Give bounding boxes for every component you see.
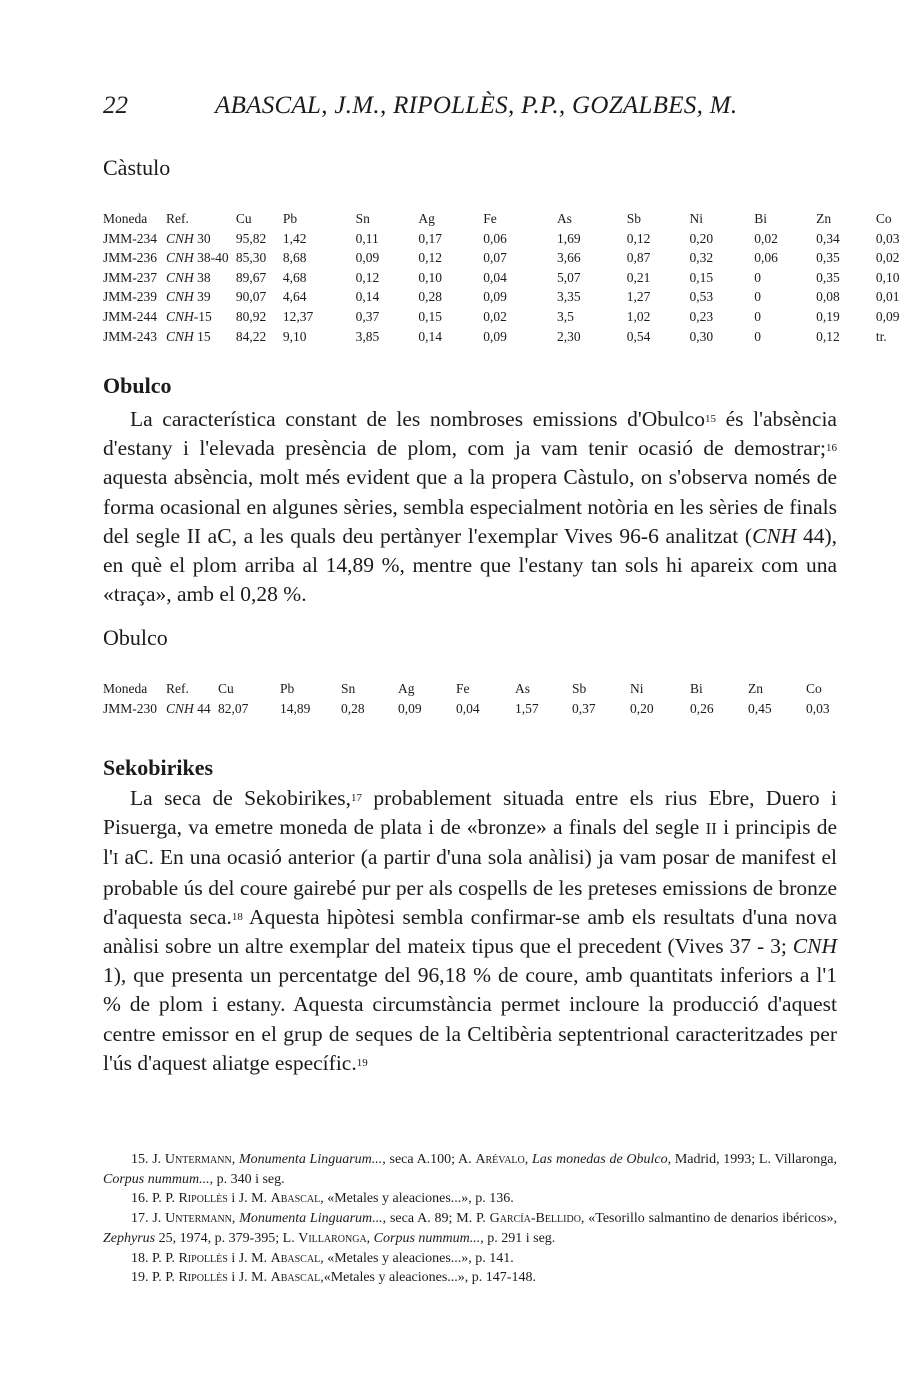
value-cell: 1,27 bbox=[626, 289, 651, 305]
value-cell: 0,45 bbox=[748, 700, 772, 716]
column-header: Cu bbox=[218, 681, 234, 696]
column-header: As bbox=[515, 681, 531, 696]
value-cell: 0,37 bbox=[355, 308, 380, 324]
value-cell: 5,07 bbox=[556, 269, 581, 285]
paragraph-text: aquesta absència, molt més evident que a la propera Càstulo, on s'observa només de forma ocasional en algunes sèries, sembla especialment notòria en les sèries de finals del segle II aC, a les quals deu pertànyer l'exemplar Vives 96-6 analitzat ( bbox=[103, 465, 837, 548]
value-cell: 0 bbox=[754, 269, 762, 285]
value-cell: 0 bbox=[754, 328, 762, 344]
castulo-table bbox=[103, 211, 906, 348]
paragraph-text: La característica constant de les nombroses emissions d'Obulco bbox=[130, 407, 705, 431]
value-cell: 14,89 bbox=[280, 700, 311, 716]
value-cell: tr. bbox=[875, 328, 887, 344]
column-header: Bi bbox=[754, 211, 768, 226]
footnote-number: 15. bbox=[131, 1152, 149, 1167]
value-cell: 0,09 bbox=[355, 250, 380, 266]
column-header: Moneda bbox=[103, 211, 148, 226]
footnote-title: Corpus nummum... bbox=[373, 1230, 481, 1246]
column-header: Sb bbox=[572, 681, 587, 696]
value-cell: 0,14 bbox=[355, 289, 380, 305]
page-number: 22 bbox=[103, 92, 128, 119]
value-cell: 84,22 bbox=[235, 328, 267, 344]
value-cell: 0,28 bbox=[341, 700, 365, 716]
table-header-row bbox=[103, 211, 906, 231]
value-cell: 1,42 bbox=[282, 230, 307, 246]
footnote-text: P. P. bbox=[152, 1191, 179, 1207]
column-header: Pb bbox=[282, 211, 298, 226]
footnote-16 bbox=[103, 1189, 837, 1209]
footnote-title: Corpus nummum... bbox=[103, 1171, 210, 1187]
obulco-table bbox=[103, 681, 836, 720]
value-cell: 90,07 bbox=[235, 289, 267, 305]
value-cell: 0,07 bbox=[483, 250, 507, 266]
value-cell: 0,06 bbox=[483, 230, 507, 246]
value-cell: 4,64 bbox=[282, 289, 307, 305]
footnote-author: Ripollès bbox=[178, 1270, 228, 1286]
column-header: Co bbox=[875, 211, 892, 226]
footnote-author: Villaronga bbox=[298, 1230, 367, 1246]
footnote-ref: 18 bbox=[231, 910, 243, 923]
column-header: Cu bbox=[235, 211, 252, 226]
footnote-text: , «Metales y aleaciones...», p. 141. bbox=[320, 1250, 514, 1266]
footnote-text: , bbox=[231, 1211, 240, 1227]
value-cell: 80,92 bbox=[235, 308, 267, 324]
footnote-19 bbox=[103, 1268, 837, 1288]
value-cell: 0,04 bbox=[456, 700, 480, 716]
value-cell: 0,37 bbox=[572, 700, 596, 716]
footnote-15 bbox=[103, 1150, 837, 1189]
footnote-author: Untermann bbox=[164, 1152, 232, 1167]
footnote-text: , «Tesorillo salmantino de denarios ibéricos», bbox=[580, 1211, 837, 1227]
value-cell: 0,30 bbox=[689, 328, 714, 344]
footnote-author: Ripollès bbox=[178, 1250, 228, 1266]
value-cell: 0,10 bbox=[875, 269, 900, 285]
column-header: Ni bbox=[630, 681, 644, 696]
table-row bbox=[103, 289, 906, 309]
value-cell: 0,02 bbox=[754, 230, 778, 246]
sekobirikes-paragraph bbox=[103, 784, 837, 1078]
paragraph-italic: CNH bbox=[792, 934, 837, 959]
column-header: Zn bbox=[816, 211, 832, 226]
value-cell: 3,35 bbox=[556, 289, 581, 305]
value-cell: 0,03 bbox=[875, 230, 900, 246]
ref-cell: CNH 15 bbox=[165, 328, 211, 344]
value-cell: 0,11 bbox=[355, 230, 379, 246]
coin-id-cell: JMM-237 bbox=[103, 269, 158, 285]
value-cell: 0,03 bbox=[806, 700, 830, 716]
footnote-title: Monumenta Linguarum... bbox=[238, 1152, 383, 1167]
value-cell: 3,85 bbox=[355, 328, 380, 344]
footnote-number: 19. bbox=[131, 1270, 149, 1286]
footnote-text: i J. M. bbox=[227, 1270, 271, 1286]
footnote-author: Abascal bbox=[270, 1270, 321, 1286]
paragraph-italic: CNH bbox=[752, 523, 797, 548]
footnote-text: P. P. bbox=[152, 1270, 179, 1286]
column-header: Ref. bbox=[166, 681, 189, 696]
footnote-number: 17. bbox=[131, 1211, 149, 1227]
column-header: Co bbox=[806, 681, 822, 696]
paragraph-text: és l'absència d'estany i l'elevada presència de plom, com ja vam tenir ocasió de demostrar; bbox=[103, 407, 837, 461]
table-row bbox=[103, 329, 906, 349]
value-cell: 0,12 bbox=[626, 230, 651, 246]
ref-cell: CNH 38-40 bbox=[165, 250, 229, 266]
value-cell: 0,23 bbox=[689, 308, 714, 324]
table-row bbox=[103, 701, 836, 721]
footnote-text: , Madrid, 1993; L. Villaronga, bbox=[667, 1152, 837, 1167]
value-cell: 0,35 bbox=[816, 250, 840, 266]
footnote-ref: 17 bbox=[351, 792, 363, 804]
paragraph-text: aC. En una ocasió anterior (a partir d'una sola anàlisi) ja vam posar de manifest el probable ús del coure gairebé pur per als cospells de les preteses emissions de bronze d'aquesta seca. bbox=[103, 845, 837, 929]
value-cell: 0,87 bbox=[626, 250, 651, 266]
table-row bbox=[103, 250, 906, 270]
coin-id-cell: JMM-244 bbox=[103, 308, 158, 324]
value-cell: 82,07 bbox=[218, 700, 249, 716]
column-header: Sn bbox=[355, 211, 370, 226]
value-cell: 0,19 bbox=[816, 308, 840, 324]
value-cell: 1,57 bbox=[515, 700, 539, 716]
value-cell: 0,04 bbox=[483, 269, 507, 285]
table-row bbox=[103, 270, 906, 290]
footnote-text: , bbox=[524, 1152, 532, 1167]
coin-id-cell: JMM-239 bbox=[103, 289, 158, 305]
value-cell: 0,28 bbox=[418, 289, 443, 305]
value-cell: 0,09 bbox=[483, 328, 507, 344]
column-header: Ag bbox=[398, 681, 415, 696]
value-cell: 0 bbox=[754, 308, 762, 324]
footnote-text: i J. M. bbox=[227, 1191, 271, 1207]
ref-cell: CNH 38 bbox=[165, 269, 211, 285]
value-cell: 89,67 bbox=[235, 269, 267, 285]
value-cell: 3,66 bbox=[556, 250, 581, 266]
column-header: Sn bbox=[341, 681, 356, 696]
coin-id-cell: JMM-243 bbox=[103, 328, 158, 344]
sekobirikes-heading: Sekobirikes bbox=[103, 755, 214, 780]
column-header: Moneda bbox=[103, 681, 148, 696]
paragraph-text: Aquesta hipòtesi sembla confirmar-se amb els resultats d'una nova anàlisi sobre un altre exemplar del mateix tipus que el precedent (Vives 37 - 3; bbox=[103, 904, 837, 959]
footnote-ref: 15 bbox=[705, 413, 716, 425]
obulco-paragraph bbox=[103, 405, 837, 609]
footnote-text: J. bbox=[152, 1211, 166, 1227]
footnote-17 bbox=[103, 1209, 837, 1248]
obulco-heading: Obulco bbox=[103, 373, 172, 398]
value-cell: 0,26 bbox=[690, 700, 714, 716]
footnote-text: i J. M. bbox=[227, 1250, 271, 1266]
paragraph-text: i principis de l' bbox=[103, 815, 837, 870]
value-cell: 0,12 bbox=[355, 269, 380, 285]
footnote-text: , bbox=[231, 1152, 239, 1167]
value-cell: 0,17 bbox=[418, 230, 443, 246]
footnotes bbox=[103, 1150, 837, 1288]
value-cell: 0,08 bbox=[816, 289, 840, 305]
column-header: Ag bbox=[418, 211, 435, 226]
value-cell: 0,02 bbox=[483, 308, 507, 324]
value-cell: 9,10 bbox=[282, 328, 307, 344]
value-cell: 0,14 bbox=[418, 328, 443, 344]
value-cell: 3,5 bbox=[556, 308, 574, 324]
footnote-text: , seca A.100; A. bbox=[382, 1152, 476, 1167]
footnote-text: , seca A. 89; M. P. bbox=[382, 1211, 490, 1227]
ref-cell: CNH-15 bbox=[165, 308, 212, 324]
value-cell: 0,12 bbox=[418, 250, 443, 266]
footnote-author: García-Bellido bbox=[489, 1211, 581, 1227]
value-cell: 0,20 bbox=[630, 700, 654, 716]
footnote-ref: 16 bbox=[826, 442, 837, 455]
value-cell: 8,68 bbox=[282, 250, 307, 266]
value-cell: 95,82 bbox=[235, 230, 267, 246]
footnote-title: Monumenta Linguarum... bbox=[239, 1211, 383, 1227]
footnote-text: J. bbox=[152, 1152, 165, 1167]
obulco-table-title: Obulco bbox=[103, 625, 168, 650]
column-header: As bbox=[556, 211, 572, 226]
coin-id-cell: JMM-234 bbox=[103, 230, 158, 246]
table-row bbox=[103, 309, 906, 329]
paragraph-text: 44), en què el plom arriba al 14,89 %, mentre que l'estany tan sols hi apareix com una «traça», amb el 0,28 %. bbox=[103, 523, 837, 607]
coin-id-cell: JMM-236 bbox=[103, 250, 158, 266]
paragraph-text: La seca de Sekobirikes, bbox=[130, 786, 352, 810]
roman-numeral: II bbox=[705, 819, 717, 839]
footnote-text: , «Metales y aleaciones...», p. 136. bbox=[320, 1191, 514, 1207]
value-cell: 0,32 bbox=[689, 250, 714, 266]
footnote-author: Ripollès bbox=[178, 1191, 228, 1207]
footnote-number: 16. bbox=[131, 1191, 149, 1207]
footnote-ref: 19 bbox=[356, 1056, 368, 1069]
value-cell: 0,12 bbox=[816, 328, 840, 344]
footnote-author: Untermann bbox=[165, 1211, 232, 1227]
footnote-text: , p. 340 i seg. bbox=[209, 1171, 285, 1187]
value-cell: 0,34 bbox=[816, 230, 840, 246]
value-cell: 0,15 bbox=[689, 269, 714, 285]
value-cell: 0,09 bbox=[875, 308, 900, 324]
column-header: Sb bbox=[626, 211, 641, 226]
value-cell: 0,09 bbox=[483, 289, 507, 305]
footnote-text: ,«Metales y aleaciones...», p. 147-148. bbox=[320, 1270, 536, 1286]
footnote-title: Las monedas de Obulco bbox=[531, 1152, 668, 1167]
value-cell: 0,35 bbox=[816, 269, 840, 285]
value-cell: 0,54 bbox=[626, 328, 651, 344]
column-header: Ni bbox=[689, 211, 703, 226]
value-cell: 2,30 bbox=[556, 328, 581, 344]
column-header: Zn bbox=[748, 681, 763, 696]
column-header: Ref. bbox=[165, 211, 189, 226]
value-cell: 4,68 bbox=[282, 269, 307, 285]
table-header-row bbox=[103, 681, 836, 701]
footnote-text: 25, 1974, p. 379-395; L. bbox=[155, 1230, 299, 1246]
column-header: Fe bbox=[483, 211, 497, 226]
paragraph-text: probablement situada entre els rius Ebre, Duero i Pisuerga, va emetre moneda de plata i de «bronze» a finals del segle bbox=[103, 786, 838, 840]
ref-cell: CNH 39 bbox=[165, 289, 211, 305]
footnote-18 bbox=[103, 1249, 837, 1269]
footnote-author: Arévalo bbox=[475, 1152, 525, 1167]
footnote-text: P. P. bbox=[152, 1250, 179, 1266]
value-cell: 0,06 bbox=[754, 250, 778, 266]
value-cell: 0,01 bbox=[875, 289, 900, 305]
footnote-author: Abascal bbox=[270, 1250, 321, 1266]
value-cell: 0,10 bbox=[418, 269, 443, 285]
footnote-number: 18. bbox=[131, 1250, 149, 1266]
paragraph-text: 1), que presenta un percentatge del 96,18 % de coure, amb quantitats inferiors a l'1 % de plom i estany. Aquesta circumstància permet incloure la producció d'aquest centre emissor en el grup de seques de la Celtibèria septentrional caracteritzades per l'ús d'aquest aliatge específic. bbox=[103, 963, 837, 1075]
column-header: Pb bbox=[280, 681, 295, 696]
castulo-table-title: Càstulo bbox=[103, 155, 171, 180]
ref-cell: CNH 44 bbox=[166, 700, 211, 716]
value-cell: 0 bbox=[754, 289, 762, 305]
value-cell: 0,53 bbox=[689, 289, 714, 305]
value-cell: 1,02 bbox=[626, 308, 651, 324]
running-head: ABASCAL, J.M., RIPOLLÈS, P.P., GOZALBES, M. bbox=[215, 92, 738, 119]
value-cell: 1,69 bbox=[556, 230, 581, 246]
footnote-text: , p. 291 i seg. bbox=[480, 1230, 556, 1246]
value-cell: 0,15 bbox=[418, 308, 443, 324]
value-cell: 85,30 bbox=[235, 250, 267, 266]
ref-cell: CNH 30 bbox=[165, 230, 211, 246]
value-cell: 12,37 bbox=[282, 308, 314, 324]
table-row bbox=[103, 231, 906, 251]
value-cell: 0,20 bbox=[689, 230, 714, 246]
coin-id-cell: JMM-230 bbox=[103, 700, 158, 716]
value-cell: 0,09 bbox=[398, 700, 422, 716]
column-header: Fe bbox=[456, 681, 470, 696]
footnote-author: Abascal bbox=[270, 1191, 321, 1207]
column-header: Bi bbox=[690, 681, 703, 696]
value-cell: 0,21 bbox=[626, 269, 651, 285]
footnote-text: , bbox=[366, 1230, 374, 1246]
value-cell: 0,02 bbox=[875, 250, 900, 266]
roman-numeral: I bbox=[112, 849, 119, 869]
footnote-title: Zephyrus bbox=[103, 1230, 156, 1246]
